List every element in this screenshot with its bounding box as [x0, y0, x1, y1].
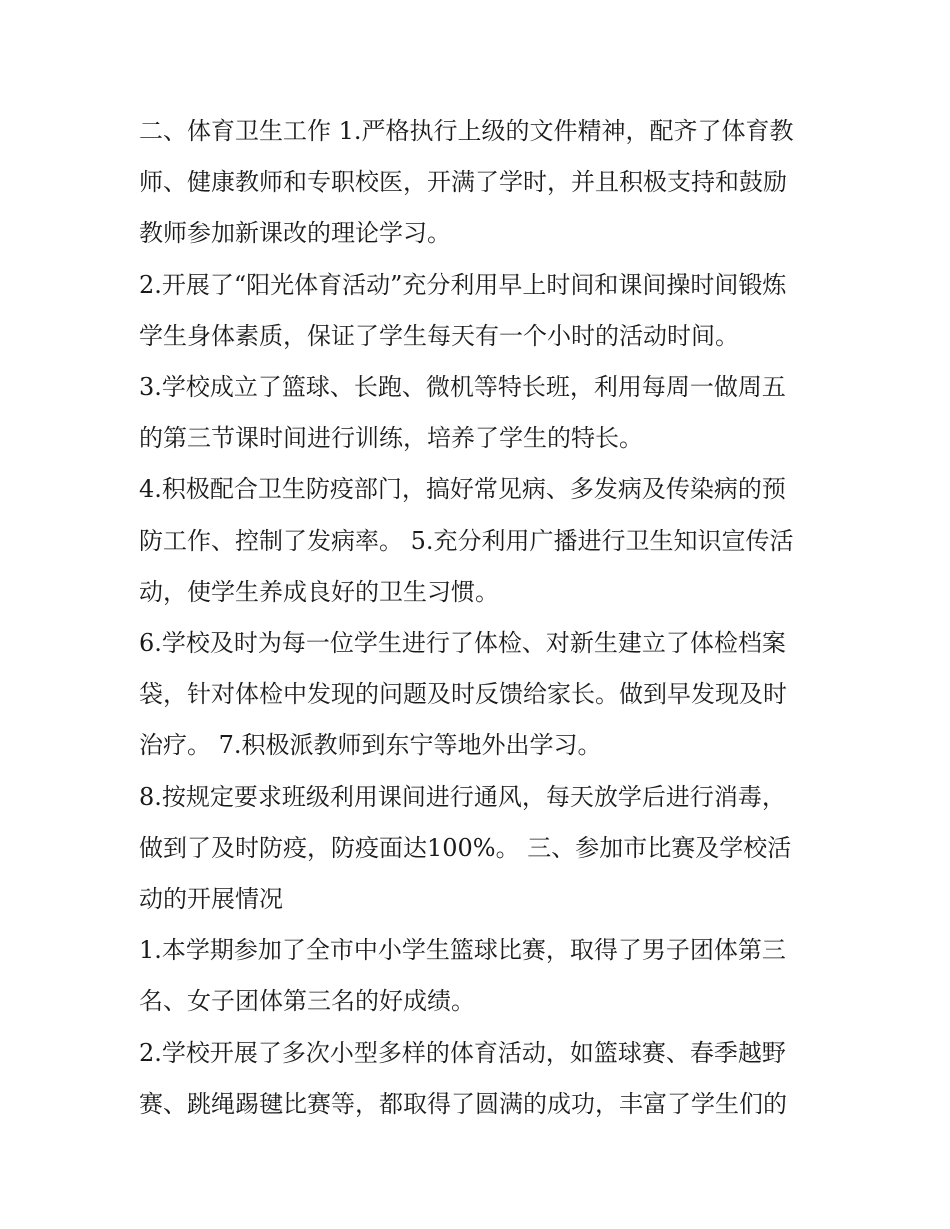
paragraph-school-activities: 2.学校开展了多次小型多样的体育活动，如篮球赛、春季越野 赛、跳绳踢毽比赛等，都取得了圆满的成功，丰富了学生们的 — [139, 1038, 787, 1118]
paragraph-disease-prevention: 4.积极配合卫生防疫部门，搞好常见病、多发病及传染病的预 防工作、控制了发病率。 5.充分利用广播进行卫生知识宣传活 动，使学生养成良好的卫生习惯。 — [139, 475, 794, 606]
paragraph-basketball-competition: 1.本学期参加了全市中小学生篮球比赛，取得了男子团体第三 名、女子团体第三名的好成绩。 — [139, 936, 786, 1016]
paragraph-sports-health-work: 二、体育卫生工作 1.严格执行上级的文件精神，配齐了体育教 师、健康教师和专职校医，开满了学时，并且积极支持和鼓励 教师参加新课改的理论学习。 — [139, 117, 794, 248]
paragraph-sunshine-sports: 2.开展了“阳光体育活动”充分利用早上时间和课间操时间锻炼 学生身体素质，保证了学生每天有一个小时的活动时间。 — [139, 270, 787, 350]
document-body — [139, 106, 819, 1130]
paragraph-ventilation-disinfection: 8.按规定要求班级利用课间进行通风，每天放学后进行消毒， 做到了及时防疫，防疫面达100%。 三、参加市比赛及学校活 动的开展情况 — [139, 782, 792, 914]
paragraph-specialty-classes: 3.学校成立了篮球、长跑、微机等特长班，利用每周一做周五 的第三节课时间进行训练，培养了学生的特长。 — [139, 373, 786, 453]
paragraph-health-checkups: 6.学校及时为每一位学生进行了体检、对新生建立了体检档案 袋，针对体检中发现的问题及时反馈给家长。做到早发现及时 治疗。 7.积极派教师到东宁等地外出学习。 — [139, 629, 787, 760]
